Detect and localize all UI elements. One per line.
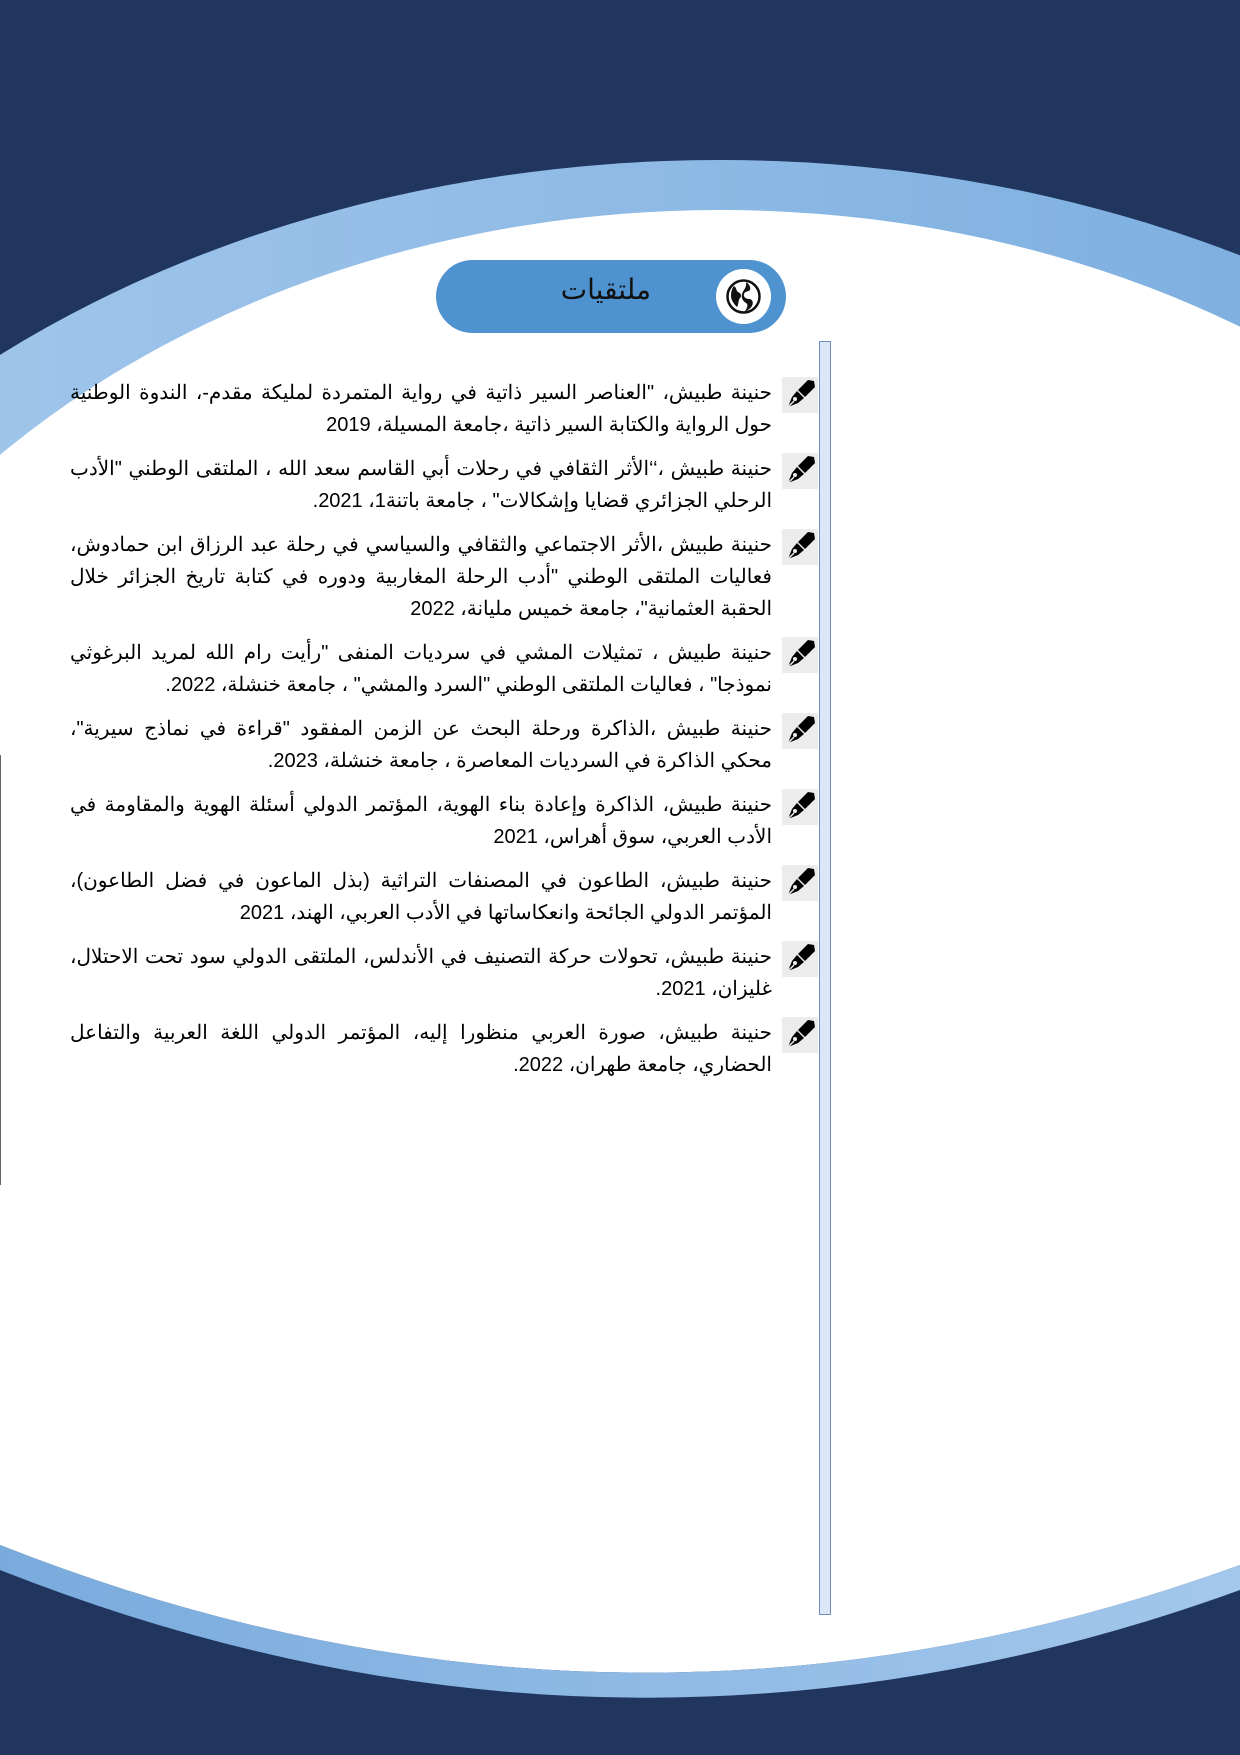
entry-text: حنينة طبيش ، تمثيلات المشي في سرديات المنفى "رأيت رام الله لمريد البرغوثي نموذجا" ، فعاليات الملتقى الوطني "السرد والمشي" ، جامعة خنشلة، 2022. [70, 642, 772, 696]
pen-icon [782, 941, 818, 977]
list-item [70, 789, 822, 853]
pen-icon [782, 789, 818, 825]
left-margin-line [0, 755, 1, 1185]
list-item [70, 453, 822, 517]
list-item [70, 941, 822, 1005]
section-header [436, 260, 786, 333]
entry-text: حنينة طبيش، صورة العربي منظورا إليه، المؤتمر الدولي اللغة العربية والتفاعل الحضاري، جامعة طهران، 2022. [70, 1022, 773, 1076]
entry-text: حنينة طبيش، "العناصر السير ذاتية في رواية المتمردة لمليكة مقدم-، الندوة الوطنية حول الرواية والكتابة السير ذاتية ،جامعة المسيلة، 2019 [70, 382, 772, 436]
list-item [70, 377, 822, 441]
pen-icon [782, 1017, 818, 1053]
pen-icon [782, 529, 818, 565]
list-item [70, 865, 822, 929]
entries-list [70, 377, 822, 1093]
list-item [70, 637, 822, 701]
section-title: ملتقيات [560, 273, 651, 306]
pen-icon [782, 453, 818, 489]
list-item [70, 529, 822, 625]
entry-text: حنينة طبيش ،الأثر الاجتماعي والثقافي والسياسي في رحلة عبد الرزاق ابن حمادوش، فعاليات الملتقى الوطني "أدب الرحلة المغاربية ودوره في كتابة تاريخ الجزائر خلال الحقبة العثمانية"، جامعة خميس مليانة، 2022 [70, 534, 772, 620]
entry-text: حنينة طبيش، تحولات حركة التصنيف في الأندلس، الملتقى الدولي سود تحت الاحتلال، غليزان، 2021. [70, 946, 772, 1000]
list-item [70, 713, 822, 777]
pen-icon [782, 637, 818, 673]
entry-text: حنينة طبيش ،‘‘الأثر الثقافي في رحلات أبي القاسم سعد الله ، الملتقى الوطني "الأدب الرحلي الجزائري قضايا وإشكالات" ، جامعة باتنة1، 2021. [70, 458, 772, 512]
list-item [70, 1017, 822, 1081]
pen-icon [782, 713, 818, 749]
entry-text: حنينة طبيش ،الذاكرة ورحلة البحث عن الزمن المفقود "قراءة في نماذج سيرية"، محكي الذاكرة في السرديات المعاصرة ، جامعة خنشلة، 2023. [70, 718, 772, 772]
entry-text: حنينة طبيش، الذاكرة وإعادة بناء الهوية، المؤتمر الدولي أسئلة الهوية والمقاومة في الأدب العربي، سوق أهراس، 2021 [70, 794, 772, 848]
pen-icon [782, 377, 818, 413]
globe-icon [716, 269, 771, 324]
entry-text: حنينة طبيش، الطاعون في المصنفات التراثية (بذل الماعون في فضل الطاعون)، المؤتمر الدولي الجائحة وانعكاساتها في الأدب العربي، الهند، 2021 [70, 870, 773, 924]
pen-icon [782, 865, 818, 901]
